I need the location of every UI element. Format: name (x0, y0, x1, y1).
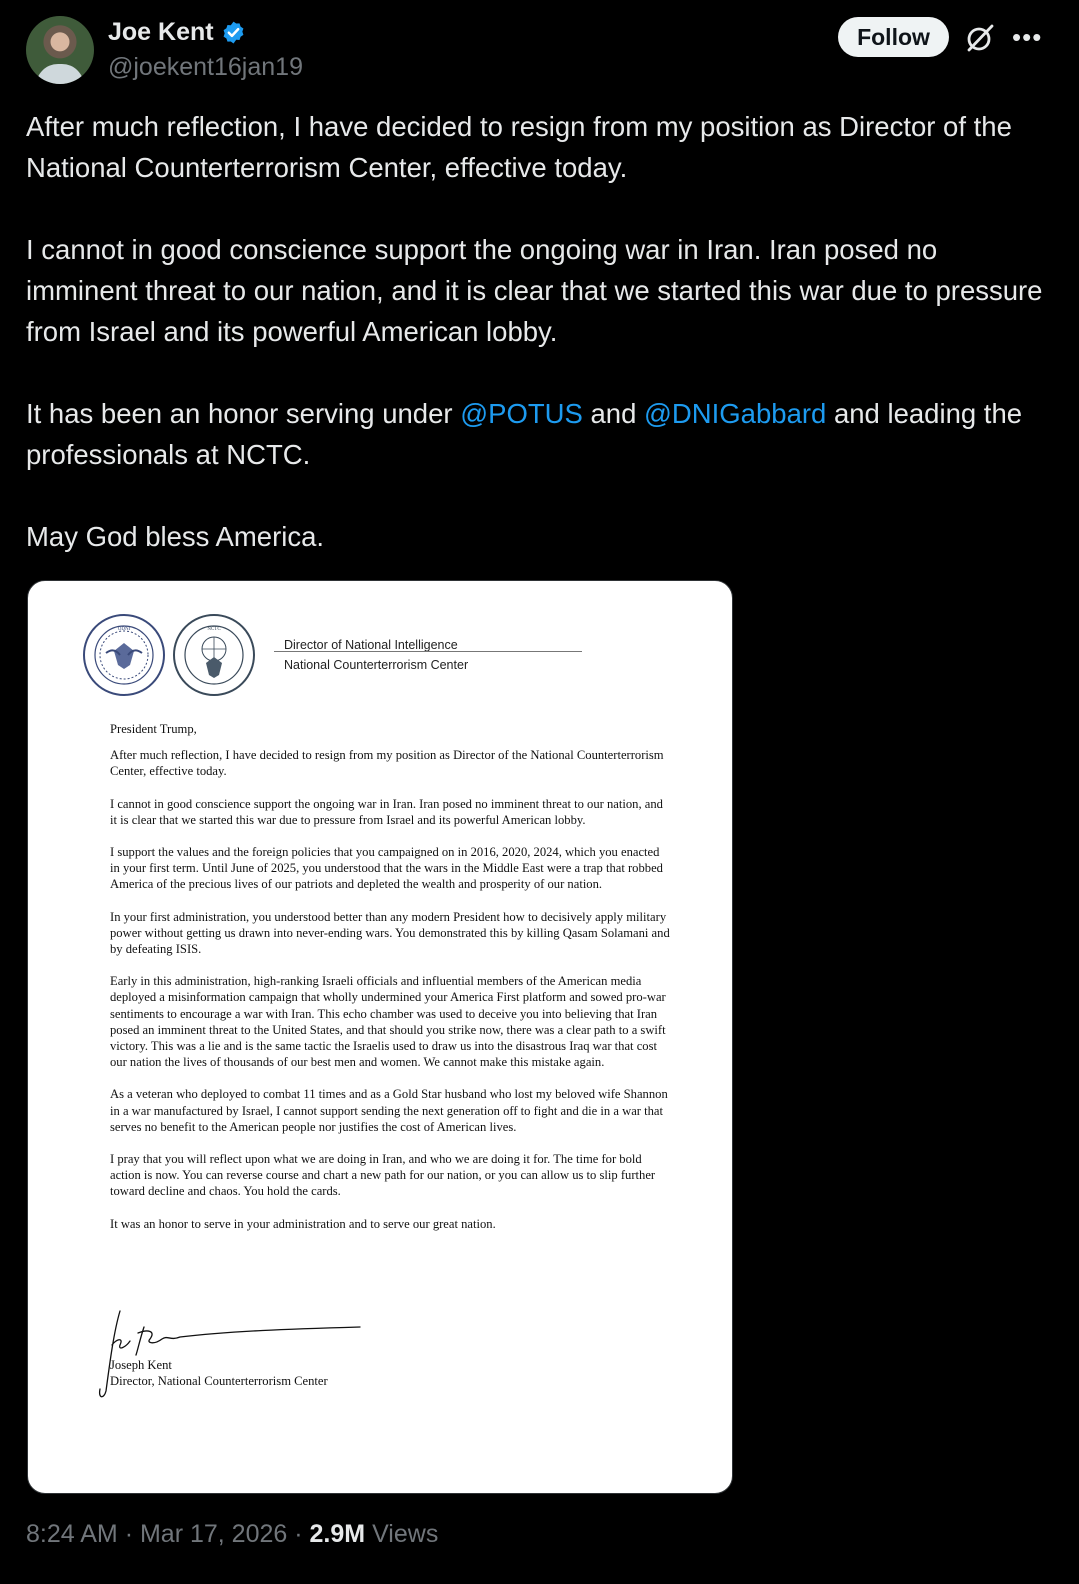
letter-paragraph: Early in this administration, high-ranking Israeli officials and influential members of the American media deployed a misinformation campaign that wholly undermined your America First platform and sowed pro-war sentiments to encourage a war with Iran. This echo chamber was used to deceive you into believing that Iran posed an imminent threat to the United States, and that should you strike now, there was a clear path to a swift victory. This was a lie and is the same tactic the Israelis used to draw us into the disastrous Iraq war that cost our nation the lives of thousands of our best men and women. We cannot make this mistake again. (110, 974, 666, 1070)
letterhead-divider (274, 651, 582, 652)
tweet-paragraph-1: After much reflection, I have decided to resign from my position as Director of the National Counterterrorism Center, effective today. (26, 111, 1012, 183)
author-avatar[interactable] (26, 16, 94, 84)
nctc-seal-icon (172, 613, 256, 697)
author-handle[interactable]: @joekent16jan19 (108, 53, 303, 81)
tweet-text-segment: and leading the professionals at NCTC. (26, 398, 1023, 470)
letter-salutation: President Trump, (110, 722, 197, 736)
svg-text:NCTC: NCTC (207, 627, 221, 632)
handwritten-signature (90, 1301, 390, 1411)
letter-paragraph: I cannot in good conscience support the ongoing war in Iran. Iran posed no imminent threat to our nation, and it is clear that we started this war due to pressure from Israel and its powerful American lobby. (110, 796, 663, 827)
tweet-meta (26, 1520, 438, 1549)
more-icon[interactable]: ••• (1012, 22, 1043, 52)
author-name-row[interactable] (108, 18, 246, 47)
mention-potus-link[interactable]: @POTUS (460, 398, 583, 429)
signer-name: Joseph Kent (110, 1358, 172, 1372)
letter-paragraph: It was an honor to serve in your administration and to serve our great nation. (110, 1216, 496, 1231)
tweet-paragraph-4: May God bless America. (26, 521, 325, 552)
views-count: 2.9M (309, 1520, 366, 1548)
letterhead-line-1: Director of National Intelligence (284, 638, 458, 652)
letter-body (110, 721, 670, 1248)
odni-seal-icon (82, 613, 166, 697)
letterhead-line-2: National Counterterrorism Center (284, 658, 469, 672)
svg-text:ODNI: ODNI (117, 627, 131, 632)
letter-paragraph: I support the values and the foreign policies that you campaigned on in 2016, 2020, 2024, which you enacted in your first term. Until June of 2025, you understood that the wars in the Middle East were a trap that robbed America of the precious lives of our patriots and depleted the wealth and prosperity of our nation. (110, 845, 663, 892)
attached-letter-image[interactable] (27, 580, 733, 1494)
post-date[interactable]: Mar 17, 2026 (139, 1520, 288, 1548)
verified-badge-icon (221, 20, 246, 45)
letter-paragraph: I pray that you will reflect upon what we are doing in Iran, and who we are doing it for. The time for bold action is now. You can reverse course and chart a new path for our nation, or you can allow us to slip further toward decline and chaos. You hold the cards. (110, 1152, 656, 1199)
tweet-paragraph-3 (26, 393, 1056, 475)
letter-paragraph: After much reflection, I have decided to resign from my position as Director of the National Counterterrorism Center, effective today. (110, 748, 664, 779)
views-label: Views (372, 1520, 439, 1548)
letter-paragraph: As a veteran who deployed to combat 11 times and as a Gold Star husband who lost my beloved wife Shannon in a war manufactured by Israel, I cannot support sending the next generation off to fight and die in a war that serves no benefit to the American people nor justifies the cost of American lives. (110, 1087, 668, 1134)
meta-separator: · (124, 1520, 140, 1548)
grok-icon[interactable] (964, 22, 996, 54)
letter-signer (110, 1357, 328, 1389)
letter-paragraph: In your first administration, you understood better than any modern President how to decisively apply military power without getting us drawn into never-ending wars. You demonstrated this by killing Qasam Solamani and by defeating ISIS. (110, 909, 670, 957)
tweet-paragraph-2: I cannot in good conscience support the ongoing war in Iran. Iran posed no imminent threat to our nation, and it is clear that we started this war due to pressure from Israel and its powerful American lobby. (26, 234, 1043, 347)
avatar-shirt (36, 64, 84, 84)
meta-separator: · (294, 1520, 310, 1548)
author-name[interactable]: Joe Kent (108, 18, 214, 46)
mention-dnigabbard-link[interactable]: @DNIGabbard (644, 398, 827, 429)
follow-button[interactable]: Follow (838, 17, 949, 57)
tweet-text (26, 106, 1056, 598)
post-time[interactable]: 8:24 AM (26, 1520, 118, 1548)
tweet-text-segment: It has been an honor serving under (26, 398, 461, 429)
signer-title: Director, National Counterterrorism Center (110, 1374, 328, 1389)
tweet-text-segment: and (582, 398, 645, 429)
